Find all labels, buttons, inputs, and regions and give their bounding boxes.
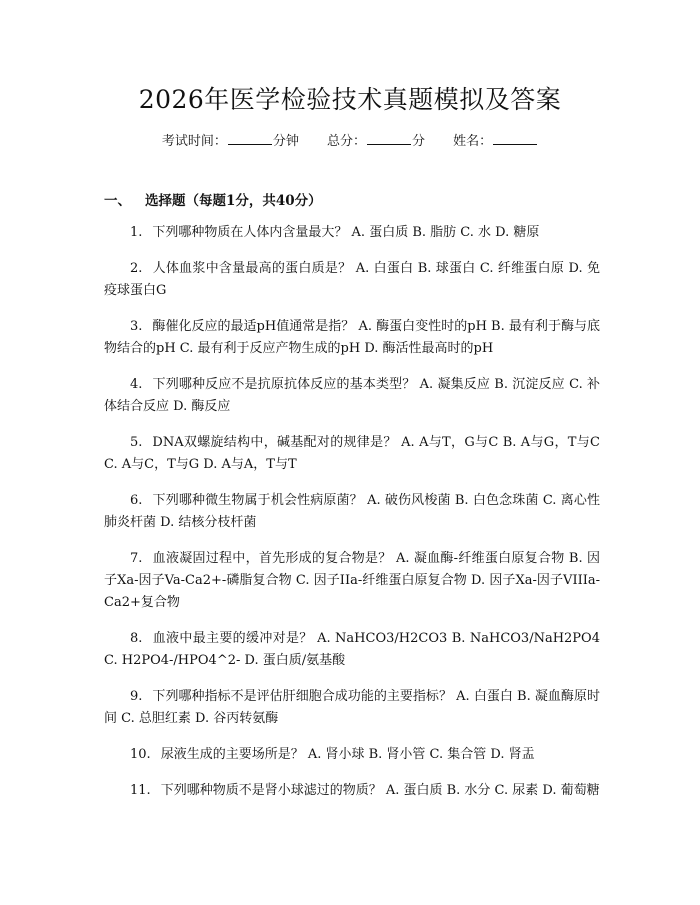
exam-meta: [0, 132, 700, 151]
question-number: 7.: [130, 551, 143, 566]
question-text: 下列哪种物质不是肾小球滤过的物质？ A. 蛋白质 B. 水分 C. 尿素 D. 葡萄糖: [160, 783, 600, 798]
question-list: [104, 222, 600, 816]
question-number: 6.: [130, 493, 143, 508]
question-item: [104, 374, 600, 418]
question-item: [104, 432, 600, 476]
question-number: 8.: [130, 631, 143, 646]
exam-time-label: 考试时间：: [161, 134, 227, 149]
question-text: 血液凝固过程中，首先形成的复合物是？ A. 凝血酶-纤维蛋白原复合物 B. 因子Xa-因子Va-Ca2+-磷脂复合物 C. 因子IIa-纤维蛋白原复合物 D. 因子Xa-因子VIIIa-Ca2+复合物: [104, 551, 600, 610]
section-number: 一、: [104, 193, 131, 209]
question-text: 酶催化反应的最适pH值通常是指？ A. 酶蛋白变性时的pH B. 最有利于酶与底物结合的pH C. 最有利于反应产物生成的pH D. 酶活性最高时的pH: [104, 319, 600, 356]
question-text: DNA双螺旋结构中，碱基配对的规律是？ A. A与T，G与C B. A与G，T与C C. A与C，T与G D. A与A，T与T: [104, 435, 600, 472]
question-text: 人体血浆中含量最高的蛋白质是？ A. 白蛋白 B. 球蛋白 C. 纤维蛋白原 D. 免疫球蛋白G: [104, 261, 600, 298]
exam-time-blank: [228, 132, 272, 145]
question-number: 2.: [130, 261, 143, 276]
question-item: [104, 780, 600, 802]
question-item: [104, 490, 600, 534]
question-text: 血液中最主要的缓冲对是？ A. NaHCO3/H2CO3 B. NaHCO3/NaH2PO4 C. H2PO4-/HPO4^2- D. 蛋白质/氨基酸: [104, 631, 600, 668]
question-item: [104, 316, 600, 360]
question-number: 3.: [130, 319, 143, 334]
exam-time-unit: 分钟: [272, 134, 299, 149]
question-number: 5.: [130, 435, 143, 450]
question-number: 11.: [130, 783, 151, 798]
question-item: [104, 222, 600, 244]
total-score-blank: [367, 132, 411, 145]
question-number: 10.: [130, 747, 151, 762]
question-item: [104, 548, 600, 614]
question-item: [104, 628, 600, 672]
question-number: 4.: [130, 377, 143, 392]
question-item: [104, 258, 600, 302]
exam-time-field: [162, 132, 299, 151]
question-text: 尿液生成的主要场所是？ A. 肾小球 B. 肾小管 C. 集合管 D. 肾盂: [160, 747, 535, 762]
question-number: 9.: [130, 689, 143, 704]
question-text: 下列哪种微生物属于机会性病原菌？ A. 破伤风梭菌 B. 白色念珠菌 C. 离心性肺炎杆菌 D. 结核分枝杆菌: [104, 493, 600, 530]
question-item: [104, 744, 600, 766]
student-name-label: 姓名：: [453, 134, 493, 149]
question-number: 1.: [130, 225, 143, 240]
student-name-field: [453, 132, 538, 151]
section-heading: [104, 192, 322, 210]
question-text: 下列哪种物质在人体内含量最大？ A. 蛋白质 B. 脂肪 C. 水 D. 糖原: [152, 225, 540, 240]
page-title: 2026年医学检验技术真题模拟及答案: [138, 85, 562, 114]
section-title: 选择题（每题1分，共40分）: [145, 193, 322, 209]
total-score-unit: 分: [412, 134, 426, 149]
total-score-label: 总分：: [326, 134, 366, 149]
question-text: 下列哪种指标不是评估肝细胞合成功能的主要指标？ A. 白蛋白 B. 凝血酶原时间 C. 总胆红素 D. 谷丙转氨酶: [104, 689, 600, 726]
total-score-field: [327, 132, 425, 151]
student-name-blank: [493, 132, 537, 145]
question-text: 下列哪种反应不是抗原抗体反应的基本类型？ A. 凝集反应 B. 沉淀反应 C. 补体结合反应 D. 酶反应: [104, 377, 600, 414]
question-item: [104, 686, 600, 730]
